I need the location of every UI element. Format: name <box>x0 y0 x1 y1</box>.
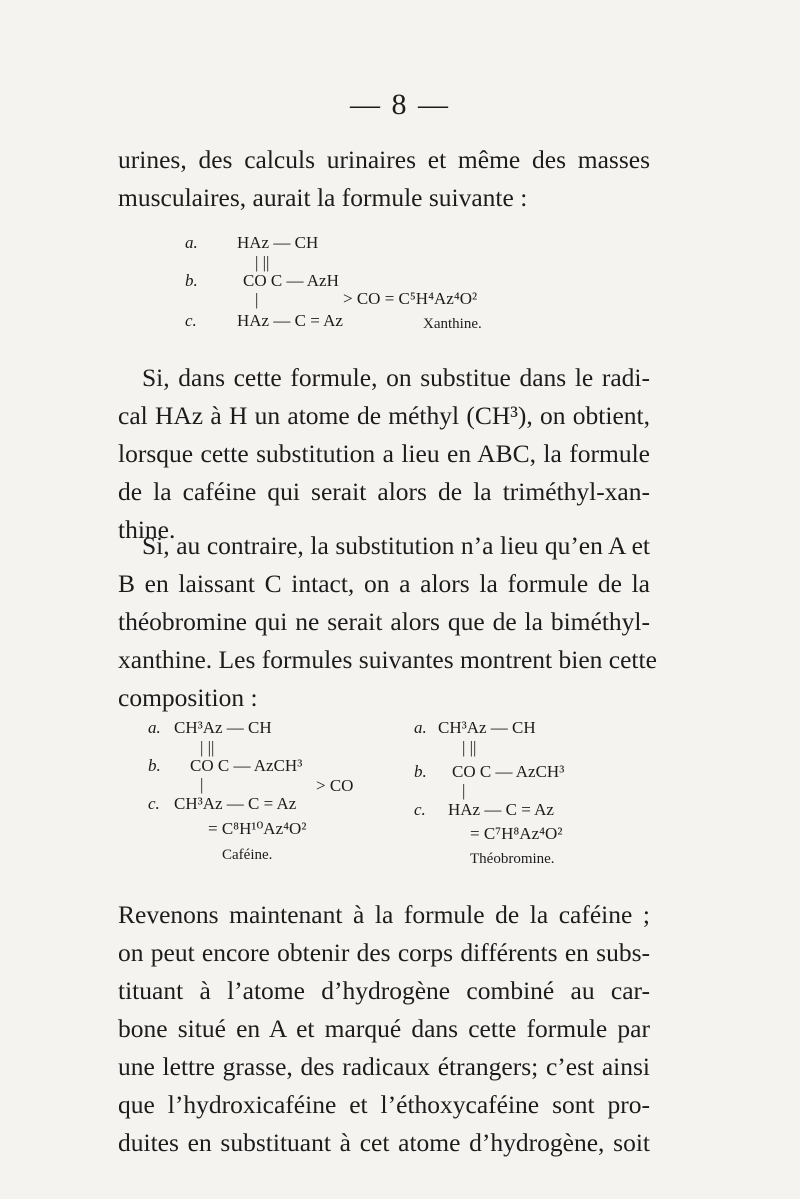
text-line: cal HAz à H un atome de méthyl (CH³), on obtient, <box>118 401 650 430</box>
row-label: b. <box>414 762 427 781</box>
formula-row-c: HAz — C = Az <box>448 800 554 819</box>
formula-name: Caféine. <box>222 847 273 863</box>
text-line: tituant à l’atome d’hydrogène combiné au car- <box>118 976 650 1005</box>
text-line: urines, des calculs urinaires et même des masses <box>118 145 650 174</box>
row-label: c. <box>185 311 197 330</box>
bond-line: | || <box>462 738 477 757</box>
theobromine-formula <box>414 718 654 868</box>
formula-row-c: HAz — C = Az <box>237 311 343 330</box>
text-line: bone situé en A et marqué dans cette formule par <box>118 1014 650 1043</box>
paragraph-1 <box>118 141 650 217</box>
row-label: c. <box>414 800 426 819</box>
formula-row-c: CH³Az — C = Az <box>174 794 297 813</box>
cafeine-formula <box>148 718 398 868</box>
bond-line: | || <box>255 253 270 272</box>
bond-line: | <box>255 290 259 309</box>
paragraph-3 <box>118 527 657 717</box>
formula-row-a: HAz — CH <box>237 233 319 252</box>
row-label: a. <box>185 233 198 252</box>
text-line: B en laissant C intact, on a alors la formule de la <box>118 569 650 598</box>
formula-row-a: CH³Az — CH <box>438 718 536 737</box>
paragraph-4 <box>118 896 650 1162</box>
text-line: de la caféine qui serait alors de la triméthyl-xan- <box>118 477 650 506</box>
formula-result: = C⁸H¹⁰Az⁴O² <box>208 819 307 838</box>
text-line: Revenons maintenant à la formule de la caféine ; <box>118 900 650 929</box>
text-line: Si, dans cette formule, on substitue dans le radi- <box>142 363 650 392</box>
text-line: que l’hydroxicaféine et l’éthoxycaféine sont pro- <box>118 1090 650 1119</box>
text-line: composition : <box>118 683 258 712</box>
formula-row-b: CO C — AzCH³ <box>190 756 303 775</box>
text-line: thine. <box>118 515 176 544</box>
formula-result: = C⁷H⁸Az⁴O² <box>470 824 563 843</box>
row-label: a. <box>148 718 161 737</box>
formula-name: Théobromine. <box>470 851 555 867</box>
formula-link: > CO = C⁵H⁴Az⁴O² <box>343 289 478 308</box>
text-line: lorsque cette substitution a lieu en ABC, la formule <box>118 439 650 468</box>
formula-row-a: CH³Az — CH <box>174 718 272 737</box>
text-line: xanthine. Les formules suivantes montrent bien cette <box>118 645 657 674</box>
text-line: musculaires, aurait la formule suivante : <box>118 183 528 212</box>
formula-row-b: CO C — AzH <box>243 271 339 290</box>
bond-line: | <box>200 775 204 794</box>
bond-line: | || <box>200 738 215 757</box>
row-label: c. <box>148 794 160 813</box>
formula-row-b: CO C — AzCH³ <box>452 762 565 781</box>
paragraph-2 <box>118 359 650 549</box>
text-line: on peut encore obtenir des corps différents en subs- <box>118 938 650 967</box>
row-label: a. <box>414 718 427 737</box>
text-line: une lettre grasse, des radicaux étrangers; c’est ainsi <box>118 1052 650 1081</box>
text-line: duites en substituant à cet atome d’hydrogène, soit <box>118 1128 650 1157</box>
bond-line: | <box>462 781 466 800</box>
formula-link: > CO <box>316 776 354 795</box>
text-line: théobromine qui ne serait alors que de la biméthyl- <box>118 607 650 636</box>
text-line: Si, au contraire, la substitution n’a lieu qu’en A et <box>142 531 650 560</box>
page-number: — 8 — <box>350 88 450 121</box>
formula-name: Xanthine. <box>423 316 482 332</box>
row-label: b. <box>185 271 198 290</box>
row-label: b. <box>148 756 161 775</box>
xanthine-formula <box>185 233 525 343</box>
